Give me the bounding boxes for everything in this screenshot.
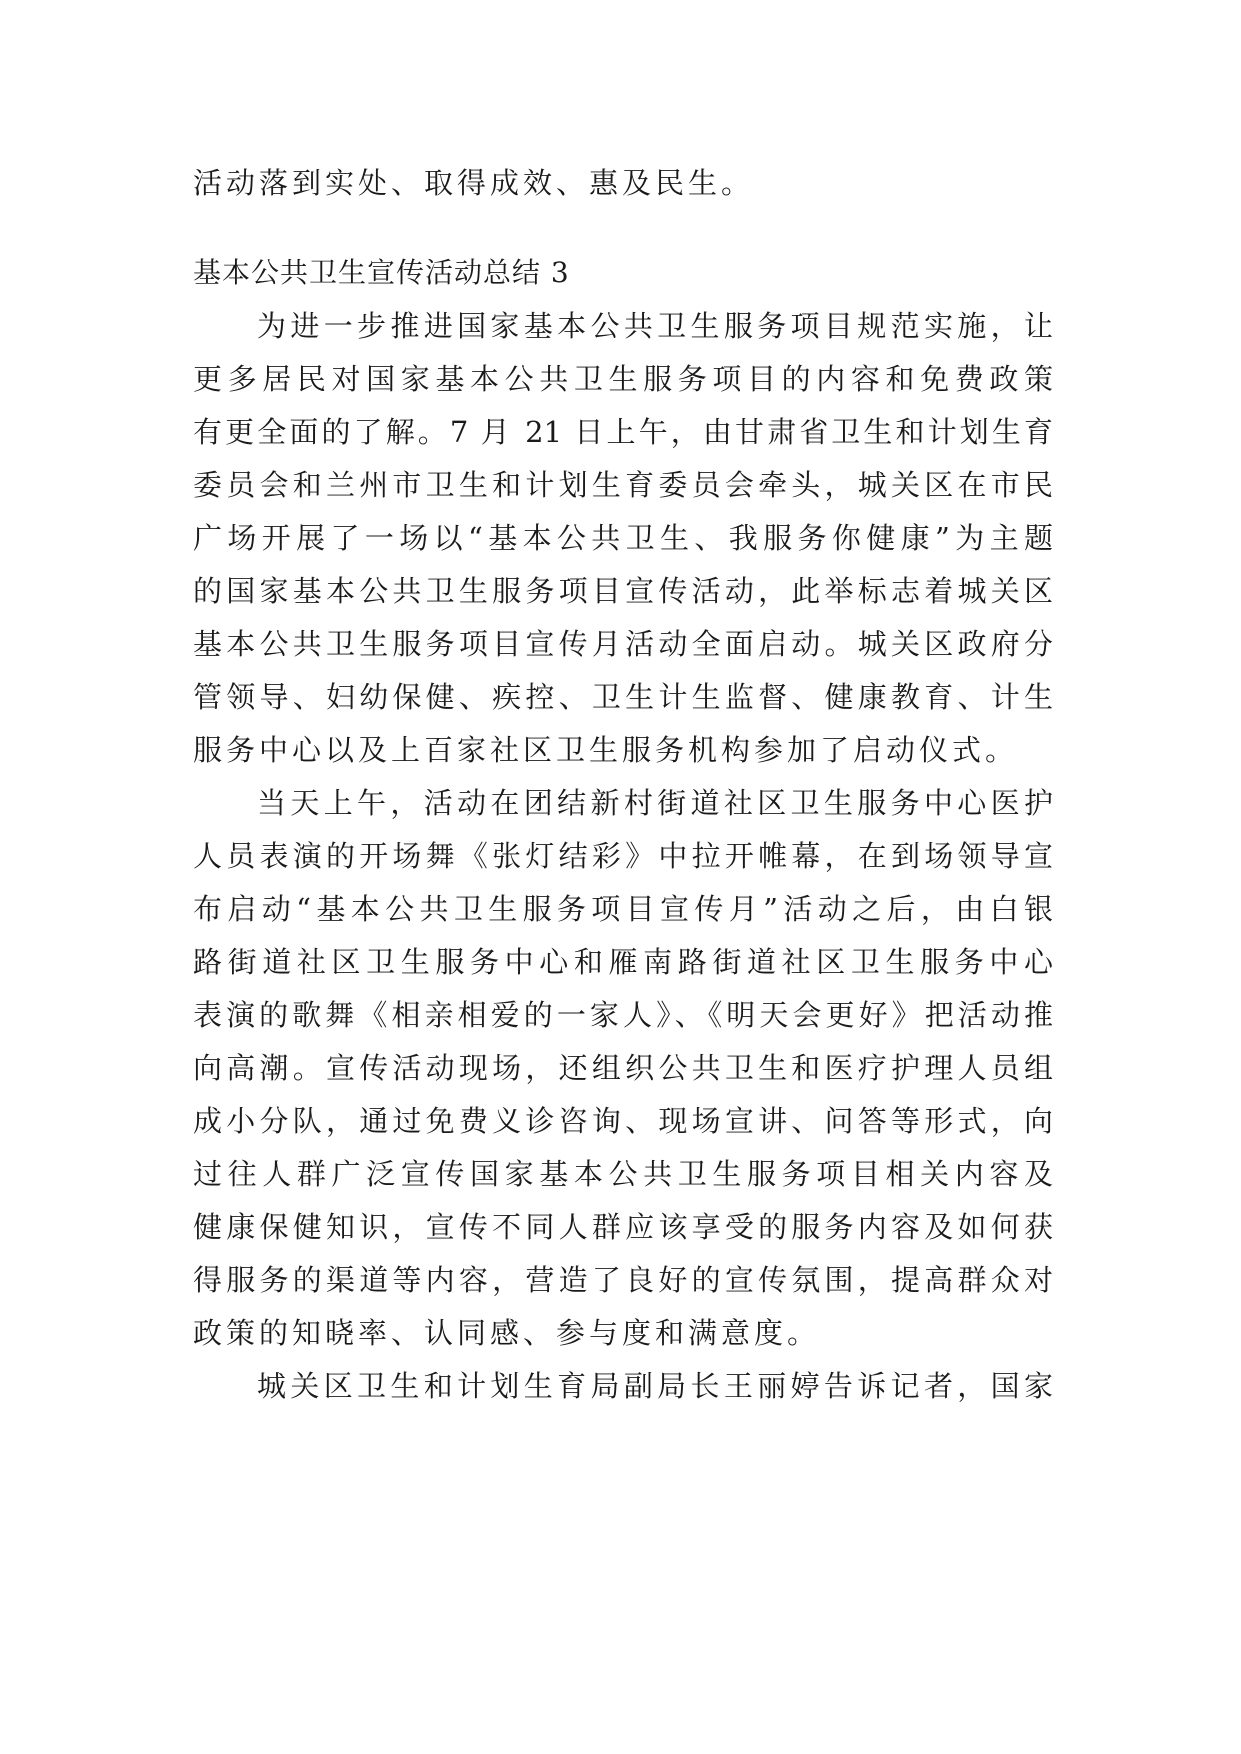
text-line: 向高潮。宣传活动现场，还组织公共卫生和医疗护理人员组 xyxy=(193,1051,1053,1085)
text-line: 过往人群广泛宣传国家基本公共卫生服务项目相关内容及 xyxy=(193,1157,1053,1191)
text-line: 当天上午，活动在团结新村街道社区卫生服务中心医护 xyxy=(257,786,1053,820)
text-line: 表演的歌舞《相亲相爱的一家人》、《明天会更好》把活动推 xyxy=(193,998,1053,1032)
text-line: 健康保健知识，宣传不同人群应该享受的服务内容及如何获 xyxy=(193,1210,1053,1244)
text-line: 活动落到实处、取得成效、惠及民生。 xyxy=(193,166,755,200)
text-line: 委员会和兰州市卫生和计划生育委员会牵头，城关区在市民 xyxy=(193,468,1053,502)
text-line: 成小分队，通过免费义诊咨询、现场宣讲、问答等形式，向 xyxy=(193,1104,1053,1138)
text-line: 路街道社区卫生服务中心和雁南路街道社区卫生服务中心 xyxy=(193,945,1053,979)
text-line: 基本公共卫生服务项目宣传月活动全面启动。城关区政府分 xyxy=(193,627,1053,661)
section-heading: 基本公共卫生宣传活动总结 3 xyxy=(193,256,570,289)
text-line: 得服务的渠道等内容，营造了良好的宣传氛围，提高群众对 xyxy=(193,1263,1053,1297)
text-line: 政策的知晓率、认同感、参与度和满意度。 xyxy=(193,1316,821,1350)
text-line: 的国家基本公共卫生服务项目宣传活动，此举标志着城关区 xyxy=(193,574,1053,608)
text-line: 广场开展了一场以“基本公共卫生、我服务你健康”为主题 xyxy=(193,521,1053,555)
text-line: 有更全面的了解。7 月 21 日上午，由甘肃省卫生和计划生育 xyxy=(193,415,1053,449)
text-line: 为进一步推进国家基本公共卫生服务项目规范实施，让 xyxy=(257,309,1053,343)
text-line: 管领导、妇幼保健、疾控、卫生计生监督、健康教育、计生 xyxy=(193,680,1053,714)
text-line: 布启动“基本公共卫生服务项目宣传月”活动之后，由白银 xyxy=(193,892,1053,926)
text-line: 人员表演的开场舞《张灯结彩》中拉开帷幕，在到场领导宣 xyxy=(193,839,1053,873)
text-line: 更多居民对国家基本公共卫生服务项目的内容和免费政策 xyxy=(193,362,1053,396)
text-line: 服务中心以及上百家社区卫生服务机构参加了启动仪式。 xyxy=(193,733,1019,767)
text-line: 城关区卫生和计划生育局副局长王丽婷告诉记者，国家 xyxy=(257,1369,1053,1403)
